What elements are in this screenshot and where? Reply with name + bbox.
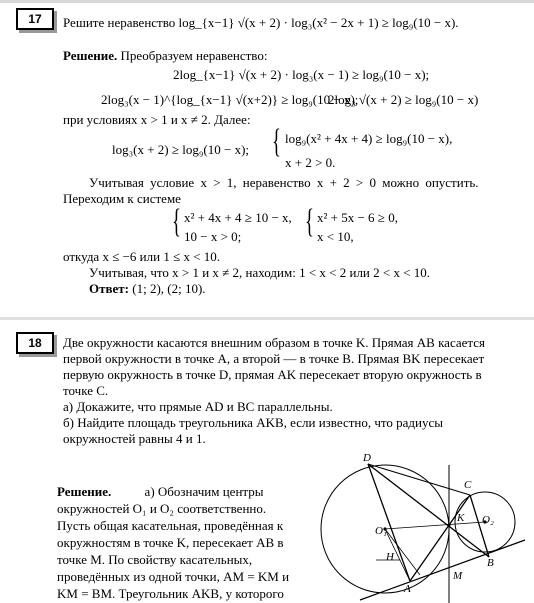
segment-da — [368, 464, 410, 581]
solution-18-label: Решение. — [57, 484, 112, 499]
problem-18-part-b-2: окружностей равны 4 и 1. — [63, 431, 206, 446]
system-3-line-2: x < 10, — [317, 229, 354, 244]
top-border — [0, 0, 534, 3]
line-dk-b — [368, 464, 489, 557]
problem-18-part-a: а) Докажите, что прямые AD и BC параллельны. — [63, 399, 333, 414]
problem-18-statement-2: первой окружности в точке A, а второй — в точке B. Прямая BK пересекает — [63, 351, 485, 366]
point-k — [447, 523, 450, 526]
result-line-2: Учитывая, что x > 1 и x ≠ 2, находим: 1 < x < 2 или 2 < x < 10. — [89, 265, 431, 280]
line-ak-c — [410, 495, 470, 581]
equation-3: log₃(x + 2) ≥ log₉(10 − x); — [112, 142, 250, 157]
answer-value: (1; 2), (2; 10). — [132, 281, 206, 296]
result-line-1: откуда x ≤ −6 или 1 ≤ x < 10. — [63, 249, 221, 264]
text-line-2: Переходим к системе — [63, 191, 181, 206]
geometry-figure — [320, 445, 534, 603]
system-2-line-2: 10 − x > 0; — [184, 229, 242, 244]
label-o2: O₂ — [482, 514, 494, 526]
equation-2b: 2log₃ √(x + 2) ≥ log₉(10 − x) — [328, 92, 479, 107]
system-3-brace: { — [305, 203, 314, 240]
problem-18-part-b-1: б) Найдите площадь треугольника AKB, если известно, что радиусы — [63, 415, 443, 430]
label-b: B — [487, 557, 494, 569]
system-1-brace: { — [272, 123, 281, 160]
solution-18-line-2: окружностей O₁ и O₂ соответственно. — [57, 501, 267, 516]
system-2-line-1: x² + 4x + 4 ≥ 10 − x, — [184, 210, 292, 225]
separator — [0, 317, 534, 320]
solution-18-line-3: Пусть общая касательная, проведённая к — [57, 518, 284, 533]
system-3-line-1: x² + 5x − 6 ≥ 0, — [317, 210, 398, 225]
label-a: A — [404, 583, 411, 595]
problem-number-17: 17 — [16, 8, 54, 30]
solution-18-line-4: окружностям в точке K, пересекает AB в — [57, 535, 284, 550]
problem-17-statement: Решите неравенство log_{x−1} √(x + 2) · log₃(x² − 2x + 1) ≥ log₉(10 − x). — [63, 15, 459, 30]
solution-18-line-5: точке M. По свойству касательных, — [57, 552, 253, 567]
problem-18-statement-4: точке C. — [63, 383, 109, 398]
segment-dc — [368, 464, 470, 495]
problem-18-statement-3: первую окружность в точке D, прямая AK пересекает вторую окружность в — [63, 367, 482, 382]
label-h: H — [386, 551, 394, 563]
equation-1: 2log_{x−1} √(x + 2) · log₃(x − 1) ≥ log₉(10 − x); — [173, 67, 430, 82]
problem-number-18: 18 — [16, 332, 54, 354]
solution-18-line-7: KM = BM. Треугольник AKB, у которого — [57, 586, 284, 601]
label-o1: O₁ — [375, 525, 387, 537]
solution-17-intro-line — [63, 48, 267, 63]
segment-cb — [470, 495, 489, 557]
system-2-brace: { — [172, 203, 181, 240]
label-m: M — [453, 570, 463, 582]
equation-2a: 2log₃(x − 1)^{log_{x−1} √(x+2)} ≥ log₉(10 − x); — [101, 92, 359, 107]
conditions-line: при условиях x > 1 и x ≠ 2. Далее: — [63, 112, 251, 127]
answer-line — [89, 281, 206, 296]
solution-18-line-1 — [57, 484, 263, 499]
text-line-1: Учитывая условие x > 1, неравенство x + 2 > 0 можно опустить. — [89, 175, 479, 190]
solution-label: Решение. — [63, 48, 118, 63]
solution-18-text-1: а) Обозначим центры — [144, 484, 264, 499]
system-1-line-2: x + 2 > 0. — [285, 155, 336, 170]
label-d: D — [363, 452, 371, 464]
solution-18-line-6: проведённых из одной точки, AM = KM и — [57, 569, 290, 584]
solution-intro: Преобразуем неравенство: — [120, 48, 268, 63]
answer-label: Ответ: — [89, 281, 130, 296]
tangent-line-ab — [360, 540, 525, 600]
label-k: K — [457, 512, 465, 524]
problem-18-statement-1: Две окружности касаются внешним образом в точке K. Прямая AB касается — [63, 335, 486, 350]
label-c: C — [464, 479, 472, 491]
system-1-line-1: log₉(x² + 4x + 4) ≥ log₉(10 − x), — [285, 131, 453, 146]
line-o1o2 — [385, 522, 485, 529]
